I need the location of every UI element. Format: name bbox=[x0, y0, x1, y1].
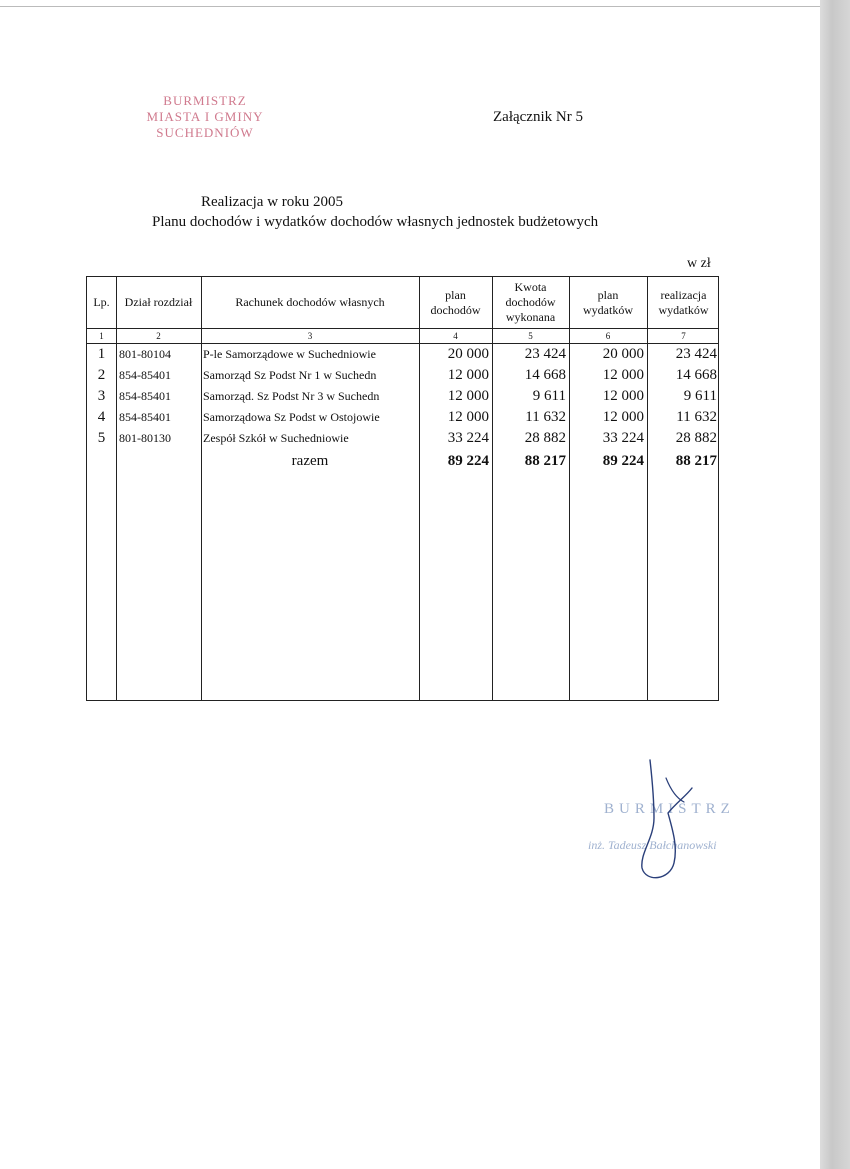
mayor-stamp bbox=[120, 93, 290, 141]
column-number: 6 bbox=[605, 331, 611, 341]
row-rachunek: Samorząd Sz Podst Nr 1 w Suchedn bbox=[203, 368, 377, 382]
row-rachunek: P-le Samorządowe w Suchedniowie bbox=[203, 347, 376, 361]
row-dzial: 801-80130 bbox=[119, 431, 171, 445]
column-number: 3 bbox=[307, 331, 313, 341]
column-number: 5 bbox=[528, 331, 533, 341]
total-plan-dochodow: 89 224 bbox=[447, 453, 489, 469]
row-dzial: 801-80104 bbox=[119, 347, 171, 361]
header-plan-dochodow: plan dochodów bbox=[430, 287, 481, 317]
row-realizacja: 9 611 bbox=[683, 388, 717, 404]
row-plan-wydatkow: 12 000 bbox=[602, 367, 644, 383]
row-plan-wydatkow: 12 000 bbox=[602, 388, 644, 404]
page-top-border bbox=[0, 6, 820, 7]
stamp-line-2: MIASTA I GMINY bbox=[146, 109, 264, 124]
header-dzial: Dział rozdział bbox=[124, 295, 193, 309]
row-dzial: 854-85401 bbox=[119, 410, 171, 424]
header-realizacja: realizacja wydatków bbox=[658, 287, 709, 317]
total-kwota: 88 217 bbox=[524, 453, 566, 469]
column-number: 2 bbox=[156, 331, 161, 341]
document-title-line-2: Planu dochodów i wydatków dochodów własnych jednostek budżetowych bbox=[152, 214, 599, 230]
row-dzial: 854-85401 bbox=[119, 389, 171, 403]
column-number: 4 bbox=[453, 331, 458, 341]
row-lp: 3 bbox=[97, 388, 106, 404]
document-title-line-1: Realizacja w roku 2005 bbox=[201, 194, 344, 210]
handwritten-signature bbox=[610, 758, 720, 888]
annex-label: Załącznik Nr 5 bbox=[493, 109, 583, 125]
header-rachunek: Rachunek dochodów własnych bbox=[235, 295, 385, 309]
column-number: 7 bbox=[681, 331, 686, 341]
header-lp: Lp. bbox=[93, 295, 110, 309]
row-rachunek: Samorząd. Sz Podst Nr 3 w Suchedn bbox=[203, 389, 380, 403]
row-plan-wydatkow: 12 000 bbox=[602, 409, 644, 425]
row-realizacja: 28 882 bbox=[675, 430, 717, 446]
currency-unit: w zł bbox=[687, 256, 711, 271]
total-plan-wydatkow: 89 224 bbox=[602, 453, 644, 469]
stamp-line-1: BURMISTRZ bbox=[163, 93, 247, 108]
row-realizacja: 23 424 bbox=[675, 346, 717, 362]
row-plan-dochodow: 33 224 bbox=[447, 430, 489, 446]
row-rachunek: Zespół Szkół w Suchedniowie bbox=[203, 431, 349, 445]
row-plan-dochodow: 12 000 bbox=[447, 388, 489, 404]
row-plan-wydatkow: 33 224 bbox=[602, 430, 644, 446]
row-realizacja: 11 632 bbox=[676, 409, 717, 425]
row-plan-dochodow: 20 000 bbox=[447, 346, 489, 362]
row-plan-dochodow: 12 000 bbox=[447, 367, 489, 383]
signature-stamp-title: BURMISTRZ bbox=[604, 801, 735, 817]
budget-table bbox=[86, 276, 719, 701]
row-lp: 4 bbox=[97, 409, 106, 425]
stamp-line-3: SUCHEDNIÓW bbox=[156, 125, 254, 140]
scan-edge bbox=[820, 0, 850, 1169]
signature-stamp-name: inż. Tadeusz Bałchanowski bbox=[588, 838, 717, 852]
row-lp: 5 bbox=[97, 430, 106, 446]
row-kwota: 14 668 bbox=[524, 367, 566, 383]
row-realizacja: 14 668 bbox=[675, 367, 717, 383]
row-lp: 2 bbox=[97, 367, 106, 383]
row-rachunek: Samorządowa Sz Podst w Ostojowie bbox=[203, 410, 380, 424]
total-realizacja: 88 217 bbox=[675, 453, 717, 469]
header-kwota: Kwota dochodów wykonana bbox=[505, 280, 556, 324]
row-kwota: 11 632 bbox=[525, 409, 566, 425]
header-plan-wydatkow: plan wydatków bbox=[583, 287, 633, 317]
row-kwota: 23 424 bbox=[524, 346, 566, 362]
row-kwota: 9 611 bbox=[532, 388, 566, 404]
column-number: 1 bbox=[99, 331, 104, 341]
row-plan-wydatkow: 20 000 bbox=[602, 346, 644, 362]
row-kwota: 28 882 bbox=[524, 430, 566, 446]
total-label: razem bbox=[291, 453, 329, 469]
row-dzial: 854-85401 bbox=[119, 368, 171, 382]
row-lp: 1 bbox=[97, 346, 106, 362]
row-plan-dochodow: 12 000 bbox=[447, 409, 489, 425]
